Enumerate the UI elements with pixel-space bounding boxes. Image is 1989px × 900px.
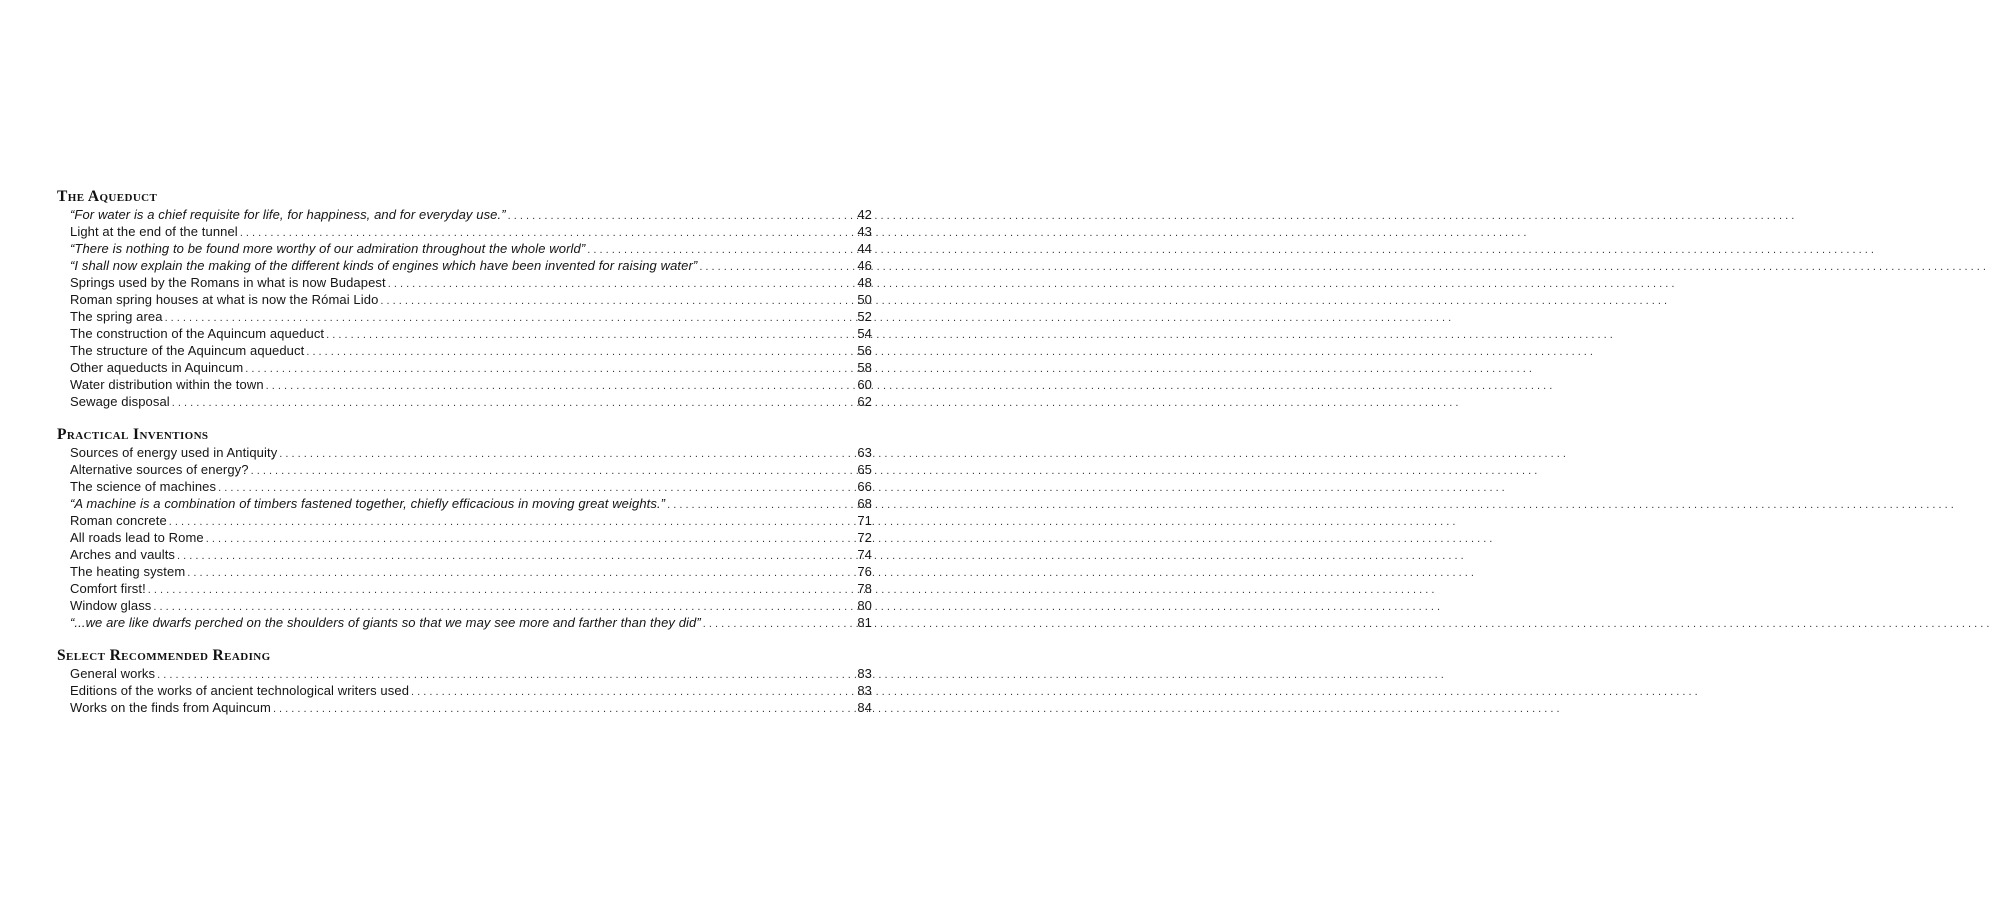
page-number: 72 bbox=[857, 530, 872, 545]
toc-entry bbox=[70, 614, 872, 631]
toc-entry-list bbox=[57, 206, 872, 410]
page-number: 44 bbox=[857, 241, 872, 256]
dot-leader bbox=[175, 548, 857, 565]
toc-entry bbox=[70, 359, 872, 376]
page-number: 65 bbox=[857, 462, 872, 477]
dot-leader bbox=[271, 701, 857, 718]
entry-title: “For water is a chief requisite for life, for happiness, and for everyday use.” bbox=[70, 207, 506, 222]
toc-entry bbox=[70, 529, 872, 546]
entry-title: “I shall now explain the making of the different kinds of engines which have been invented for raising water” bbox=[70, 258, 698, 273]
page-number: 80 bbox=[857, 598, 872, 613]
toc-entry bbox=[70, 580, 872, 597]
toc-entry bbox=[70, 274, 872, 291]
dot-leader bbox=[277, 446, 857, 463]
toc-entry bbox=[70, 597, 872, 614]
page-number: 68 bbox=[857, 496, 872, 511]
dot-leader bbox=[146, 582, 858, 599]
dot-leader bbox=[409, 684, 857, 701]
toc-entry bbox=[70, 393, 872, 410]
page-number: 43 bbox=[857, 224, 872, 239]
page-number: 46 bbox=[857, 258, 872, 273]
dot-leader bbox=[304, 344, 857, 361]
entry-title: “There is nothing to be found more worthy of our admiration throughout the whole world” bbox=[70, 241, 586, 256]
toc-entry bbox=[70, 563, 872, 580]
dot-leader bbox=[243, 361, 857, 378]
toc-entry bbox=[70, 546, 872, 563]
toc-section bbox=[57, 426, 872, 631]
page-number: 78 bbox=[857, 581, 872, 596]
toc-entry bbox=[70, 223, 872, 240]
entry-title: Arches and vaults bbox=[70, 547, 176, 562]
entry-title: Roman spring houses at what is now the Római Lido bbox=[70, 292, 379, 307]
dot-leader bbox=[701, 616, 858, 633]
page-number: 84 bbox=[857, 700, 872, 715]
toc-entry bbox=[70, 342, 872, 359]
dot-leader bbox=[204, 531, 858, 548]
toc-entry bbox=[70, 206, 872, 223]
page-number: 48 bbox=[857, 275, 872, 290]
dot-leader bbox=[506, 208, 858, 225]
toc-entry bbox=[70, 699, 872, 716]
table-of-contents bbox=[57, 188, 872, 716]
entry-title: Other aqueducts in Aquincum bbox=[70, 360, 244, 375]
toc-entry-list bbox=[57, 444, 872, 631]
toc-entry bbox=[70, 325, 872, 342]
toc-entry bbox=[70, 291, 872, 308]
toc-section bbox=[57, 647, 872, 716]
dot-leader bbox=[167, 514, 858, 531]
page-number: 42 bbox=[857, 207, 872, 222]
section-heading: Select Recommended Reading bbox=[57, 647, 271, 664]
entry-title: “A machine is a combination of timbers fastened together, chiefly efficacious in moving great weights.” bbox=[70, 496, 666, 511]
toc-section bbox=[57, 188, 872, 410]
page-number: 58 bbox=[857, 360, 872, 375]
page-number: 83 bbox=[857, 683, 872, 698]
toc-entry bbox=[70, 461, 872, 478]
toc-entry bbox=[70, 665, 872, 682]
page-number: 83 bbox=[857, 666, 872, 681]
dot-leader bbox=[264, 378, 858, 395]
entry-title: The heating system bbox=[70, 564, 186, 579]
dot-leader bbox=[386, 276, 858, 293]
toc-entry bbox=[70, 376, 872, 393]
dot-leader bbox=[697, 259, 857, 276]
page-number: 71 bbox=[857, 513, 872, 528]
section-heading: Practical Inventions bbox=[57, 426, 209, 443]
page-number: 54 bbox=[857, 326, 872, 341]
entry-title: Springs used by the Romans in what is now Budapest bbox=[70, 275, 386, 290]
toc-entry bbox=[70, 682, 872, 699]
entry-title: The spring area bbox=[70, 309, 163, 324]
toc-entry bbox=[70, 257, 872, 274]
toc-entry bbox=[70, 444, 872, 461]
toc-entry bbox=[70, 308, 872, 325]
entry-title: “...we are like dwarfs perched on the shoulders of giants so that we may see more and farther than they did” bbox=[70, 615, 701, 630]
page-number: 52 bbox=[857, 309, 872, 324]
entry-title: Roman concrete bbox=[70, 513, 167, 528]
entry-title: General works bbox=[70, 666, 156, 681]
page-number: 50 bbox=[857, 292, 872, 307]
toc-entry bbox=[70, 495, 872, 512]
entry-title: The construction of the Aquincum aqueduct bbox=[70, 326, 325, 341]
entry-title: Alternative sources of energy? bbox=[70, 462, 249, 477]
dot-leader bbox=[324, 327, 857, 344]
entry-title: Sewage disposal bbox=[70, 394, 170, 409]
dot-leader bbox=[665, 497, 857, 514]
entry-title: Water distribution within the town bbox=[70, 377, 264, 392]
entry-title: Works on the finds from Aquincum bbox=[70, 700, 271, 715]
toc-entry bbox=[70, 478, 872, 495]
dot-leader bbox=[170, 395, 858, 412]
dot-leader bbox=[249, 463, 858, 480]
page-number: 74 bbox=[857, 547, 872, 562]
page-number: 56 bbox=[857, 343, 872, 358]
entry-title: Light at the end of the tunnel bbox=[70, 224, 238, 239]
toc-entry-list bbox=[57, 665, 872, 716]
entry-title: The science of machines bbox=[70, 479, 217, 494]
entry-title: Sources of energy used in Antiquity bbox=[70, 445, 278, 460]
page-number: 81 bbox=[857, 615, 872, 630]
toc-entry bbox=[70, 240, 872, 257]
toc-entry bbox=[70, 512, 872, 529]
page-number: 63 bbox=[857, 445, 872, 460]
entry-title: All roads lead to Rome bbox=[70, 530, 204, 545]
dot-leader bbox=[185, 565, 857, 582]
page-number: 66 bbox=[857, 479, 872, 494]
page-number: 76 bbox=[857, 564, 872, 579]
section-heading: The Aqueduct bbox=[57, 188, 158, 205]
entry-title: Editions of the works of ancient technological writers used bbox=[70, 683, 410, 698]
entry-title: Window glass bbox=[70, 598, 152, 613]
entry-title: The structure of the Aquincum aqueduct bbox=[70, 343, 305, 358]
dot-leader bbox=[378, 293, 857, 310]
page-number: 60 bbox=[857, 377, 872, 392]
page-number: 62 bbox=[857, 394, 872, 409]
entry-title: Comfort first! bbox=[70, 581, 146, 596]
